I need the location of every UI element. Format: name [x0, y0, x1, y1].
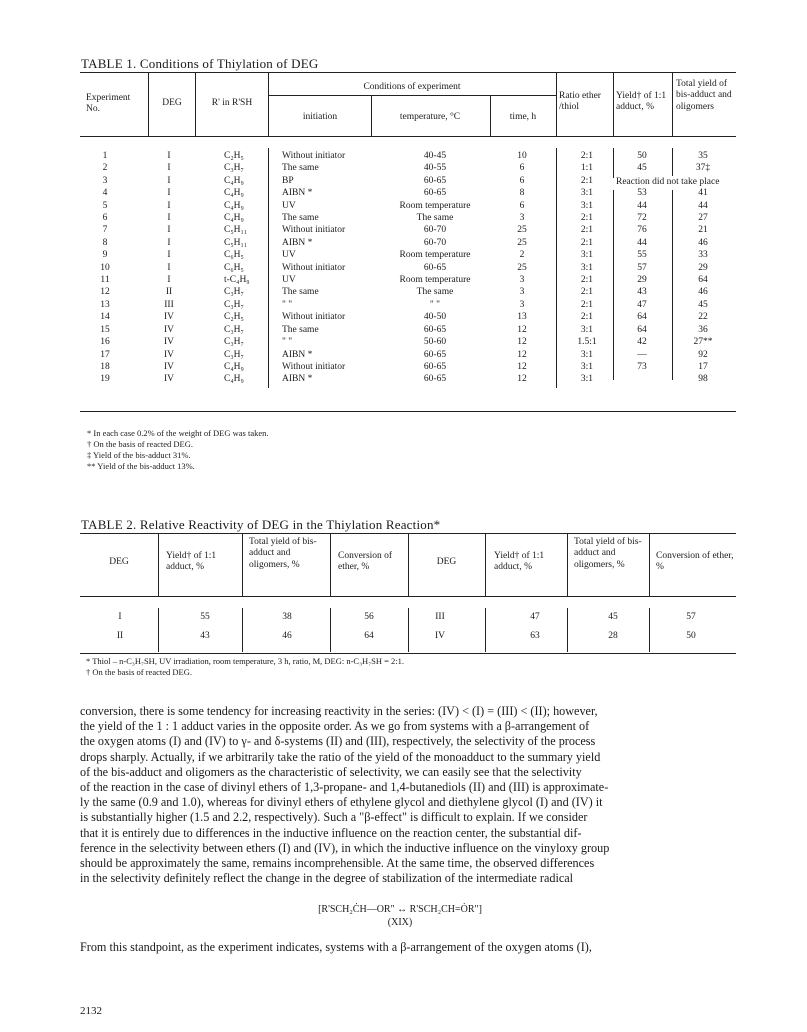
table1-cell: 2:1 [580, 275, 594, 286]
table1-cell: 6 [519, 163, 525, 174]
text-line: that it is entirely due to differences in the inductive influence on the reaction center, the substantial dif- [80, 825, 582, 840]
table1-cell: 2 [519, 250, 525, 261]
table1-cell: 10 [517, 151, 527, 161]
table1-cell: 60-65 [423, 361, 447, 372]
table2-cell: 64 [364, 631, 374, 641]
table1-cell: Without initiator [282, 361, 346, 372]
table1-header-time: time, h [509, 112, 537, 122]
table2-cell: III [435, 612, 445, 622]
table1-row3-note: Reaction did not take place [616, 177, 720, 187]
table1-cell: 2:1 [580, 175, 594, 186]
table2-body-divider [485, 608, 486, 652]
table1-cell: 3:1 [580, 200, 594, 211]
table1-cell: 60-65 [423, 349, 447, 360]
table1-cell: I [167, 213, 171, 224]
table1-cell: 21 [698, 225, 708, 236]
table1-cell: 42 [637, 337, 647, 348]
table2-body-divider [567, 608, 568, 652]
table1-header-conditions: Conditions of experiment [363, 82, 461, 92]
table1-cell: 25 [517, 237, 527, 248]
table1-cell: 12 [517, 337, 527, 348]
table1-cell: 1 [102, 151, 108, 161]
table1-cell: C₆H₅ [224, 250, 244, 261]
table1-bottom-rule [80, 411, 736, 412]
table1-cell: 41 [698, 188, 708, 199]
table1-cell: 3:1 [580, 324, 594, 335]
text-line: the yield of the 1 : 1 adduct varies in the opposite order. As we go from systems with a β-arrangement of [80, 719, 590, 734]
table2-header-rule [80, 596, 736, 597]
table1-cell: 18 [100, 361, 110, 372]
table1-cell: 12 [100, 287, 110, 298]
table1-cell: 3 [519, 275, 525, 286]
table1-cell: 27** [693, 337, 713, 348]
table1-conditions-rule [268, 95, 556, 96]
table1-cell: 17 [698, 361, 708, 372]
table1-body-divider [672, 148, 673, 178]
table1-cell: 13 [100, 299, 110, 310]
table1-cell: UV [282, 250, 296, 261]
table1-cell: 2:1 [580, 287, 594, 298]
table1-cell: Without initiator [282, 151, 346, 161]
table2-header-divider [649, 534, 650, 596]
table2-cell: 57 [686, 612, 696, 622]
table1-cell: I [167, 275, 171, 286]
table2-cell: 47 [530, 612, 540, 622]
table1-cell: 45 [698, 299, 708, 310]
table1-cell: IV [163, 374, 175, 385]
table1-cell: 76 [637, 225, 647, 236]
table1-header-temperature: temperature, °C [399, 112, 461, 122]
table2-cell: 46 [282, 631, 292, 641]
table1-cell: C₆H₅ [224, 262, 244, 273]
table1-header-initiation: initiation [302, 112, 338, 122]
table1-body-divider [556, 148, 557, 388]
table1-cell: 64 [637, 312, 647, 323]
table1-cell: I [167, 188, 171, 199]
table1-cell: 40-55 [423, 163, 447, 174]
table1-header-total: Total yield of bis-adduct and oligomers [676, 79, 732, 112]
table1-cell: C₄H₉ [224, 374, 244, 385]
table1-cell: 40-45 [423, 151, 447, 161]
table2-header-divider [158, 534, 159, 596]
table1-cell: " " [282, 299, 293, 310]
table1-cell: I [167, 225, 171, 236]
text-line: ference in the selectivity between ethers (I) and (IV), in which the inductive influence on the vinyloxy group [80, 840, 610, 855]
table2-header-total: Total yield of bis-adduct and oligomers, % [249, 537, 317, 570]
table1-cell: I [167, 200, 171, 211]
table1-cell: 3:1 [580, 361, 594, 372]
text-line: ly the same (0.9 and 1.0), whereas for divinyl ethers of ethylene glycol and diethylene glycol (I) and (IV) it [80, 795, 603, 810]
table1-footnotes [87, 428, 269, 472]
table1-cell: Room temperature [399, 250, 471, 261]
table2-header-conversion: Conversion of ether, % [338, 551, 393, 573]
table1-cell: I [167, 151, 171, 161]
table1-cell: 27 [698, 213, 708, 224]
table2-cell: 63 [530, 631, 540, 641]
table1-cell: IV [163, 324, 175, 335]
table1-cell [617, 373, 667, 385]
table1-cell: The same [416, 213, 454, 224]
table1-cell: 7 [102, 225, 108, 236]
table1-header-deg: DEG [162, 98, 182, 108]
table1-header-r: R' in R'SH [211, 98, 253, 108]
table2-header-divider [330, 534, 331, 596]
table2-header-divider [485, 534, 486, 596]
table2-cell: 28 [608, 631, 618, 641]
table1-cell: The same [282, 287, 319, 298]
table1-cell: 2:1 [580, 225, 594, 236]
table1-cell: 22 [698, 312, 708, 323]
table1-cell: 14 [100, 312, 110, 323]
table1-cell: 6 [519, 200, 525, 211]
table1-cell: Without initiator [282, 262, 346, 273]
table1-caption: TABLE 1. Conditions of Thiylation of DEG [81, 56, 319, 71]
table1-cell: 98 [698, 374, 708, 385]
table1-cell: C₃H₇ [224, 349, 244, 360]
table1-cell: 2:1 [580, 299, 594, 310]
table1-header-divider [556, 73, 557, 136]
table1-cell: III [164, 299, 174, 310]
table2-body-divider [158, 608, 159, 652]
table1-cell: 29 [698, 262, 708, 273]
table1-cell: C₄H₉ [224, 175, 244, 186]
text-line: drops sharply. Actually, if we arbitrarily take the ratio of the yield of the monoadduct to the summary yield [80, 749, 601, 764]
table1-cell: 3:1 [580, 188, 594, 199]
table1-cell: Room temperature [399, 200, 471, 211]
table1-cell: 35 [698, 151, 708, 161]
table2-cell: IV [434, 631, 446, 641]
table1-cell: Without initiator [282, 312, 346, 323]
table1-footnote: ‡ Yield of the bis-adduct 31%. [87, 450, 191, 460]
table1-cell: 16 [100, 337, 110, 348]
table1-cell: Without initiator [282, 225, 346, 236]
table2-body-divider [649, 608, 650, 652]
table2-cell: 55 [200, 612, 210, 622]
table1-body-divider [613, 190, 614, 380]
table1-cell: 2:1 [580, 151, 594, 161]
table1-col-ratio [562, 150, 612, 386]
table1-cell: 50 [637, 151, 647, 161]
table1-cell: 55 [637, 250, 647, 261]
table1-cell: 57 [637, 262, 647, 273]
table2-bottom-rule [80, 653, 736, 654]
table1-cell: " " [282, 337, 293, 348]
table1-cell: C₄H₉ [224, 213, 244, 224]
table1-cell: IV [163, 361, 175, 372]
table1-cell: IV [163, 349, 175, 360]
table1-cell: 1:1 [580, 163, 594, 174]
table1-cell: The same [282, 213, 319, 224]
text-line: is substantially higher (1.5 and 2.2, respectively). Such a "β-effect" is difficult to explain. If we consider [80, 810, 588, 825]
table1-cell: 3:1 [580, 250, 594, 261]
table2-header-conversion-b: Conversion of ether, % [656, 551, 734, 573]
table1-cell: C₂H₅ [224, 151, 244, 161]
table2-header-deg-b: DEG [436, 557, 457, 567]
body-paragraph-2: From this standpoint, as the experiment indicates, systems with a β-arrangement of the oxygen atoms (I), [80, 940, 592, 954]
table1-cell: II [165, 287, 173, 298]
table1-cell: 60-65 [423, 324, 447, 335]
table1-cell: I [167, 237, 171, 248]
table1-cell: 3:1 [580, 262, 594, 273]
body-paragraph [80, 704, 737, 886]
table1-cell: 92 [698, 349, 708, 360]
table1-cell: 73 [637, 361, 647, 372]
table2-header-yield: Yield† of 1:1 adduct, % [166, 551, 217, 573]
table1-cell: 12 [517, 361, 527, 372]
table1-cell: 60-65 [423, 374, 447, 385]
table1-cell: I [167, 163, 171, 174]
text-line: in the selectivity definitely reflect the change in the degree of stabilization of the intermediate radical [80, 871, 574, 886]
table1-cell: 46 [698, 237, 708, 248]
table1-cell: 19 [100, 374, 110, 385]
table2-header-divider [567, 534, 568, 596]
table2-cell: 50 [686, 631, 696, 641]
table2-header-deg: DEG [109, 557, 129, 567]
table1-cell: 3:1 [580, 374, 594, 385]
table1-cell: 36 [698, 324, 708, 335]
table1-cell: 53 [637, 188, 647, 199]
table1-cell: AIBN * [282, 188, 313, 199]
table1-cell: 44 [637, 200, 647, 211]
table1-cell: C₄H₉ [224, 200, 244, 211]
table1-col-deg [150, 150, 188, 386]
table1-cell: 43 [637, 287, 647, 298]
table1-cell: 46 [698, 287, 708, 298]
table1-cell: C₂H₅ [224, 312, 244, 323]
table2-cell: 38 [282, 612, 292, 622]
text-line: conversion, there is some tendency for increasing reactivity in the series: (IV) < (I) = (III) < (II); however, [80, 704, 598, 718]
table1-cell: C₃H₇ [224, 337, 244, 348]
table1-cell: IV [163, 312, 175, 323]
table1-cell: 6 [519, 175, 525, 186]
table1-cell: IV [163, 337, 175, 348]
table1-cell: Room temperature [399, 275, 471, 286]
table1-header-rule [80, 136, 736, 137]
table1-cell: I [167, 262, 171, 273]
table1-cell: The same [282, 163, 319, 174]
table1-cell: 12 [517, 349, 527, 360]
table1-body-divider [672, 190, 673, 380]
table1-col-temperature [380, 150, 490, 386]
table1-cell: 44 [698, 200, 708, 211]
table1-cell: 1.5:1 [577, 337, 597, 348]
table1-cell: The same [416, 287, 454, 298]
table1-header-divider [672, 73, 673, 136]
table1-cell: 3 [519, 299, 525, 310]
text-line: the oxygen atoms (I) and (IV) to γ- and δ-systems (II) and (III), respectively, the selectivity of the process [80, 734, 596, 749]
table1-cell: 3 [519, 213, 525, 224]
table2-caption: TABLE 2. Relative Reactivity of DEG in the Thiylation Reaction* [81, 517, 441, 532]
table2-footnote: † On the basis of reacted DEG. [86, 667, 192, 677]
table1-cell: 2 [102, 163, 108, 174]
table1-header-divider [148, 73, 149, 136]
table1-cell: 60-70 [423, 225, 447, 236]
table1-top-rule [80, 72, 736, 73]
table1-cell: The same [282, 324, 319, 335]
table1-footnote: * In each case 0.2% of the weight of DEG was taken. [87, 428, 269, 438]
table1-cell: 64 [637, 324, 647, 335]
table1-cell: C₄H₉ [224, 361, 244, 372]
table1-cell: 8 [519, 188, 525, 199]
table1-cell: 25 [517, 225, 527, 236]
table1-cell: C₅H₁₁ [224, 237, 248, 248]
table1-cell: 4 [102, 188, 108, 199]
table1-cell: 3 [519, 287, 525, 298]
table1-cell: 29 [637, 275, 647, 286]
table1-cell: 11 [100, 275, 110, 286]
table1-col-initiation [282, 150, 370, 386]
table1-cell: 2:1 [580, 213, 594, 224]
table1-cell: 2:1 [580, 312, 594, 323]
table2-body-divider [242, 608, 243, 652]
table1-cell: 72 [637, 213, 647, 224]
table1-header-divider [195, 73, 196, 136]
table1-cell: C₄H₉ [224, 188, 244, 199]
table2-cell: 45 [608, 612, 618, 622]
table1-cell: 64 [698, 275, 708, 286]
table1-cell: 60-65 [423, 262, 447, 273]
page-number: 2132 [80, 1005, 102, 1017]
table2-body-divider [408, 608, 409, 652]
table1-cell: 40-50 [423, 312, 447, 323]
table1-cell: 60-70 [423, 237, 447, 248]
table1-col-r [224, 150, 268, 386]
table1-cell: C₅H₁₁ [224, 225, 248, 236]
table2-cell: 43 [200, 631, 210, 641]
table1-cell: " " [429, 299, 441, 310]
table1-cell: 8 [102, 237, 108, 248]
table1-header-ratio: Ratio ether /thiol [559, 91, 601, 113]
table2-header-yield-b: Yield† of 1:1 adduct, % [494, 551, 545, 573]
table1-cell: 37‡ [695, 163, 711, 174]
table1-cell: 15 [100, 324, 110, 335]
table2-header-total-b: Total yield of bis-adduct and oligomers, % [574, 537, 642, 570]
table1-cell: C₃H₇ [224, 163, 244, 174]
table1-cell: 44 [637, 237, 647, 248]
table1-cell: 3 [102, 175, 108, 186]
formula-label: (XIX) [387, 917, 413, 928]
table1-cell: 9 [102, 250, 108, 261]
table1-cell: UV [282, 275, 296, 286]
table1-cell: 13 [517, 312, 527, 323]
text-line: should be approximately the same, remains incomprehensible. At the same time, the observed differences [80, 856, 595, 871]
table1-body-divider [613, 148, 614, 178]
table1-cell: 12 [517, 324, 527, 335]
table1-cell: 6 [102, 213, 108, 224]
table1-cell: UV [282, 200, 296, 211]
table1-cell: I [167, 250, 171, 261]
table1-cell: 60-65 [423, 188, 447, 199]
table1-cell: AIBN * [282, 349, 313, 360]
text-line: of the reaction in the case of divinyl ethers of 1,3-propane- and 1,4-butanediols (II) and (III) is approximate- [80, 780, 609, 795]
table1-cell: 47 [637, 299, 647, 310]
radical-formula: [R'SCH₂ĊH—OR" ↔ R'SCH₂CH=ȮR"] [318, 904, 482, 915]
table1-cell: 10 [100, 262, 110, 273]
table1-cell: 3:1 [580, 349, 594, 360]
table1-col-time [502, 150, 542, 386]
text-line: of the bis-adduct and oligomers as the characteristic of selectivity, we can easily see that the selectivity [80, 764, 582, 779]
table2-cell: I [118, 612, 122, 622]
table2-body-divider [330, 608, 331, 652]
table2-cell: 56 [364, 612, 374, 622]
table1-cell: C₃H₇ [224, 299, 244, 310]
table2-cell: II [116, 631, 124, 641]
table1-cell: — [637, 349, 647, 360]
table1-cell: 60-65 [423, 175, 447, 186]
table1-col-experiment [80, 150, 130, 386]
table2-header-divider [242, 534, 243, 596]
table1-cell: C₃H₇ [224, 324, 244, 335]
table1-cell: 12 [517, 374, 527, 385]
table2-footnote: * Thiol – n-C₃H₇SH, UV irradiation, room temperature, 3 h, ratio, M, DEG: n-C₃H₇SH = 2:1. [86, 656, 405, 666]
table1-footnote: ** Yield of the bis-adduct 13%. [87, 461, 195, 471]
table1-cell: I [167, 175, 171, 186]
table1-cell: 2:1 [580, 237, 594, 248]
table1-cell: 33 [698, 250, 708, 261]
table1-cell: 45 [637, 163, 647, 174]
table1-cell: AIBN * [282, 237, 313, 248]
table1-body-divider [268, 148, 269, 388]
table1-cell: 50-60 [423, 337, 447, 348]
table1-cell: 5 [102, 200, 108, 211]
table1-cell: t-C₄H₉ [224, 275, 250, 286]
table1-cell: BP [282, 175, 294, 186]
table1-cell: C₃H₇ [224, 287, 244, 298]
table1-cell: AIBN * [282, 374, 313, 385]
table1-header-yield: Yield† of 1:1 adduct, % [616, 91, 667, 113]
table1-cell: 25 [517, 262, 527, 273]
table1-cell: 17 [100, 349, 110, 360]
table2-footnotes [86, 656, 404, 678]
table1-header-experiment: Experiment No. [86, 93, 131, 115]
table1-footnote: † On the basis of reacted DEG. [87, 439, 193, 449]
